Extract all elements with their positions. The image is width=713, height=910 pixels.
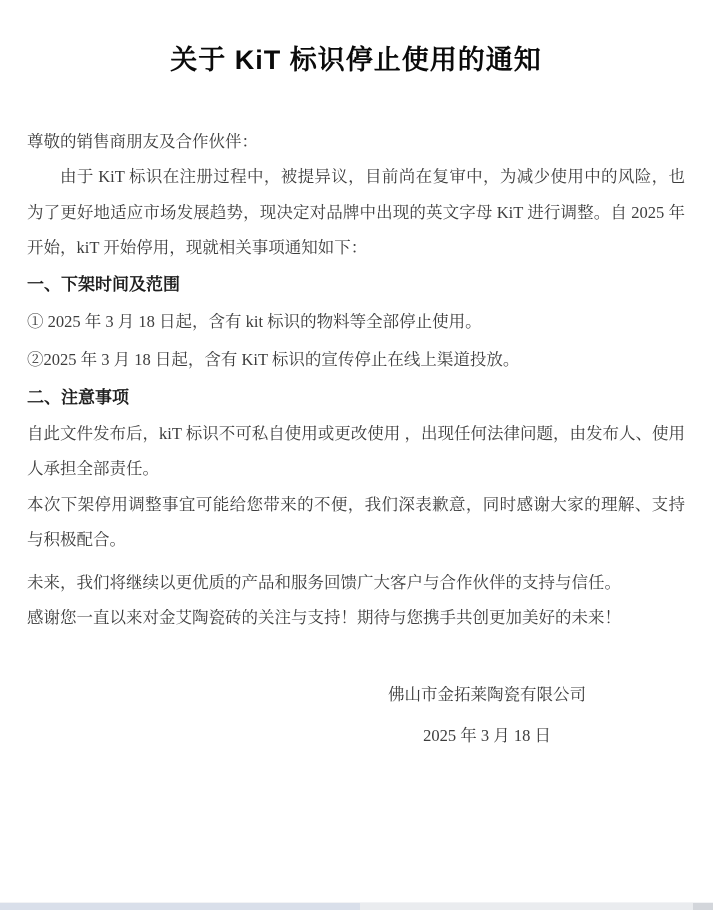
notes-paragraph-3: 未来，我们将继续以更优质的产品和服务回馈广大客户与合作伙伴的支持与信任。 [27, 572, 621, 592]
document-page [0, 42, 713, 756]
document-title: 关于 KiT 标识停止使用的通知 [170, 45, 542, 75]
notice-item-2: ②2025 年 3 月 18 日起，含有 KiT 标识的宣传停止在线上渠道投放。 [27, 349, 520, 369]
signature-date: 2025 年 3 月 18 日 [423, 725, 551, 745]
horizontal-scrollbar[interactable] [0, 902, 713, 910]
notes-paragraph-4: 感谢您一直以来对金艾陶瓷砖的关注与支持！期待与您携手共创更加美好的未来！ [27, 608, 621, 627]
notes-paragraph-2: 本次下架停用调整事宜可能给您带来的不便，我们深表歉意，同时感谢大家的理解、支持与积极配合。 [27, 494, 685, 549]
section-2-heading: 二、注意事项 [27, 387, 129, 407]
section-1-heading: 一、下架时间及范围 [27, 274, 180, 294]
notice-item-1: ① 2025 年 3 月 18 日起，含有 kit 标识的物料等全部停止使用。 [27, 311, 482, 331]
horizontal-scrollbar-thumb[interactable] [0, 903, 360, 910]
signature-block [367, 674, 607, 756]
notes-paragraph-1: 自此文件发布后，kiT 标识不可私自使用或更改使用 ，出现任何法律问题，由发布人、使用人承担全部责任。 [27, 423, 685, 478]
intro-paragraph: 由于 KiT 标识在注册过程中，被提异议，目前尚在复审中，为减少使用中的风险，也为了更好地适应市场发展趋势，现决定对品牌中出现的英文字母 KiT 进行调整。自 2025 年开始，kiT 开始停用，现就相关事项通知如下： [27, 167, 685, 257]
salutation: 尊敬的销售商朋友及合作伙伴： [27, 132, 258, 151]
signature-company: 佛山市金拓莱陶瓷有限公司 [388, 684, 586, 704]
scrollbar-corner [693, 903, 713, 910]
